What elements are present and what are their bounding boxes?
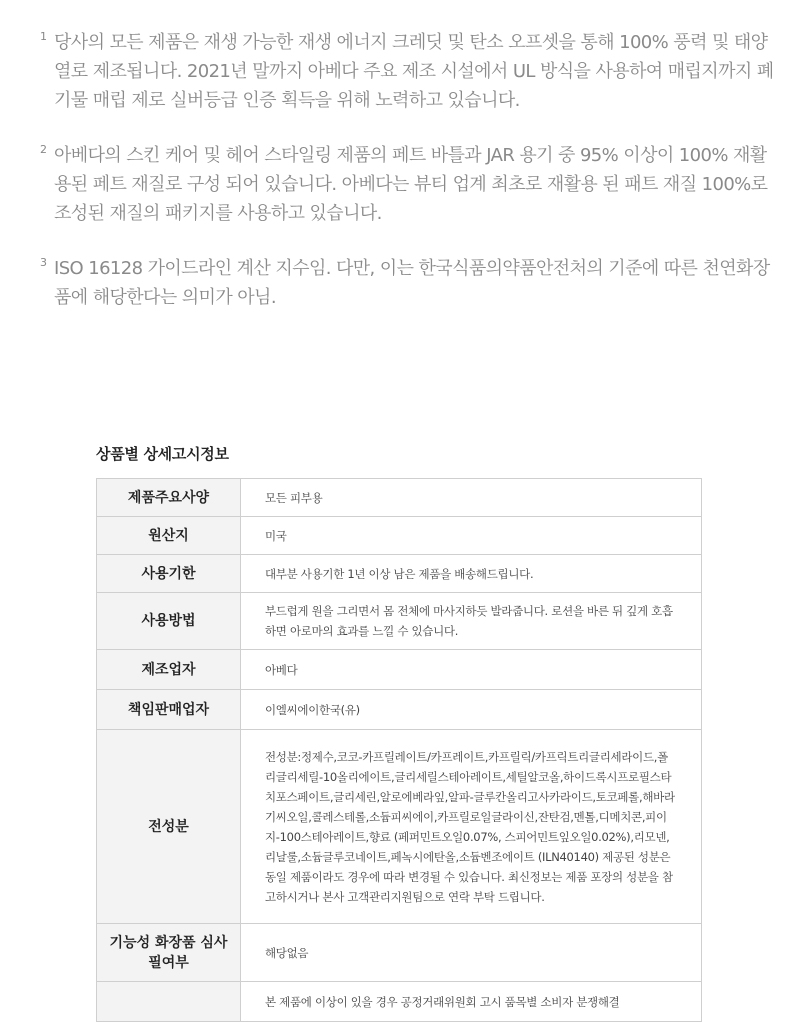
spec-value: 대부분 사용기한 1년 이상 남은 제품을 배송해드립니다.	[241, 555, 702, 593]
table-row	[97, 555, 702, 593]
spec-key: 사용기한	[97, 555, 241, 593]
table-row	[97, 593, 702, 650]
spec-value: 아베다	[241, 650, 702, 690]
spec-value: 본 제품에 이상이 있을 경우 공정거래위원회 고시 품목별 소비자 분쟁해결	[241, 982, 702, 1022]
spec-title: 상품별 상세고시정보	[96, 445, 229, 463]
footnote-1	[40, 28, 780, 115]
table-row	[97, 924, 702, 982]
table-row	[97, 690, 702, 730]
table-row	[97, 730, 702, 924]
spec-key: 원산지	[97, 517, 241, 555]
table-row	[97, 517, 702, 555]
spec-value: 이엘씨에이한국(유)	[241, 690, 702, 730]
spec-key: 책임판매업자	[97, 690, 241, 730]
footnote-3	[40, 254, 780, 312]
table-row	[97, 650, 702, 690]
spec-value: 미국	[241, 517, 702, 555]
spec-value: 전성분:정제수,코코-카프릴레이트/카프레이트,카프릴릭/카프릭트리글리세라이드,폴리글리세릴-10올리에이트,글리세릴스테아레이트,세틸알코올,하이드록시프로필스타치포스페이트,글리세린,알로에베라잎,알파-글루칸올리고사카라이드,토코페롤,해바라기씨오일,콜레스테롤,소듐피씨에이,카프릴로일글라이신,잔탄검,멘톨,디메치콘,피이지-100스테아레이트,향료 (페퍼민트오일0.07%, 스피어민트잎오일0.02%),리모넨,리날룰,소듐글루코네이트,페녹시에탄올,소듐벤조에이트 (ILN40140) 제공된 성분은 동일 제품이라도 경우에 따라 변경될 수 있습니다. 최신정보는 제품 포장의 성분을 참고하시거나 본사 고객관리지원팀으로 연락 부탁 드립니다.	[241, 730, 702, 924]
footnote-marker: 1	[40, 30, 47, 43]
spec-value: 모든 피부용	[241, 479, 702, 517]
spec-value: 부드럽게 원을 그리면서 몸 전체에 마사지하듯 발라줍니다. 로션을 바른 뒤 깊게 호흡하면 아로마의 효과를 느낄 수 있습니다.	[241, 593, 702, 650]
spec-key: 제조업자	[97, 650, 241, 690]
footnote-2	[40, 141, 780, 228]
spec-key: 제품주요사양	[97, 479, 241, 517]
spec-key: 기능성 화장품 심사필여부	[97, 924, 241, 982]
footnote-marker: 2	[40, 143, 47, 156]
table-row	[97, 982, 702, 1022]
spec-value: 해당없음	[241, 924, 702, 982]
footnotes-section	[40, 28, 780, 338]
spec-table	[96, 478, 702, 1022]
spec-key: 사용방법	[97, 593, 241, 650]
spec-key	[97, 982, 241, 1022]
footnote-text: 아베다의 스킨 케어 및 헤어 스타일링 제품의 페트 바틀과 JAR 용기 중 95% 이상이 100% 재활용된 페트 재질로 구성 되어 있습니다. 아베다는 뷰티 업계 최초로 재활용 된 패트 재질 100%로 조성된 재질의 패키지를 사용하고 있습니다.	[54, 145, 768, 224]
footnote-marker: 3	[40, 256, 47, 269]
spec-key: 전성분	[97, 730, 241, 924]
footnote-text: 당사의 모든 제품은 재생 가능한 재생 에너지 크레딧 및 탄소 오프셋을 통해 100% 풍력 및 태양열로 제조됩니다. 2021년 말까지 아베다 주요 제조 시설에서 UL 방식을 사용하여 매립지까지 폐기물 매립 제로 실버등급 인증 획득을 위해 노력하고 있습니다.	[54, 32, 774, 111]
footnote-text: ISO 16128 가이드라인 계산 지수임. 다만, 이는 한국식품의약품안전처의 기준에 따른 천연화장품에 해당한다는 의미가 아님.	[54, 258, 770, 308]
table-row	[97, 479, 702, 517]
